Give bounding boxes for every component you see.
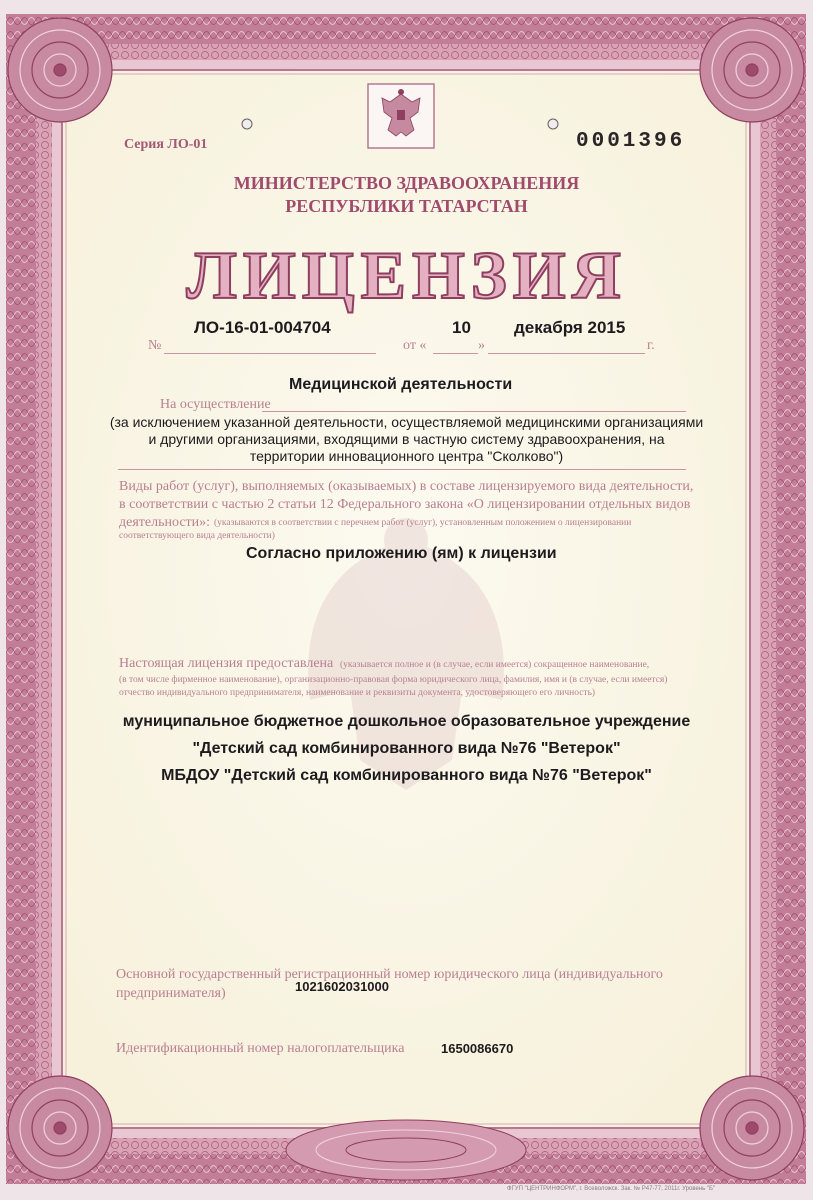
number-underline xyxy=(164,353,376,354)
works-line-4-note: соответствующего вида деятельности) xyxy=(119,531,275,541)
ogrn-value: 1021602031000 xyxy=(295,979,389,994)
ogrn-label-1: Основной государственный регистрационный номер юридического лица (индивидуального xyxy=(116,967,663,982)
license-day: 10 xyxy=(452,318,471,337)
activity-bottom-rule xyxy=(118,469,686,470)
corner-rosette-top-right xyxy=(700,18,804,122)
issuer-line-1: МИНИСТЕРСТВО ЗДРАВООХРАНЕНИЯ xyxy=(233,173,580,193)
works-line-3-note: (указываются в соответствии с перечнем работ (услуг), установленным положением о лицензировании xyxy=(214,518,632,528)
grantee-note-3: отчество индивидуального предпринимателя, наименование и реквизиты документа, удостоверяющего его личность) xyxy=(119,688,596,698)
activity-underline xyxy=(262,411,686,412)
series-label: Серия ЛО-01 xyxy=(124,137,208,152)
works-line-1: Виды работ (услуг), выполняемых (оказываемых) в составе лицензируемого вида деятельности, xyxy=(119,479,694,494)
issuer-line-2: РЕСПУБЛИКИ ТАТАРСТАН xyxy=(285,196,528,216)
grantee-name-line-1: муниципальное бюджетное дошкольное образовательное учреждение xyxy=(122,713,691,730)
corner-rosette-bottom-right xyxy=(700,1076,804,1180)
number-label: № xyxy=(148,338,162,353)
month-underline xyxy=(488,353,645,354)
activity-line-2: и другими организациями, входящими в частную систему здравоохранения, на xyxy=(148,431,665,447)
grantee-note-1: (указывается полное и (в случае, если имеется) сокращенное наименование, xyxy=(340,660,650,670)
corner-rosette-top-left xyxy=(8,18,112,122)
grantee-name-line-2: "Детский сад комбинированного вида №76 "Ветерок" xyxy=(192,740,621,757)
inn-value: 1650086670 xyxy=(441,1041,514,1056)
works-line-3-label: деятельности»: xyxy=(119,515,211,530)
activity-line-3: территории инновационного центра "Сколково") xyxy=(249,448,564,464)
license-number: ЛО-16-01-004704 xyxy=(194,318,331,337)
date-quote-close: » xyxy=(478,338,485,353)
year-suffix: г. xyxy=(647,338,655,353)
corner-rosette-bottom-left xyxy=(8,1076,112,1180)
page-title: ЛИЦЕНЗИЯ xyxy=(186,237,627,313)
blank-serial-number: 0001396 xyxy=(576,130,686,153)
ogrn-label-2: предпринимателя) xyxy=(116,986,226,1001)
day-underline xyxy=(433,353,478,354)
activity-heading: Медицинской деятельности xyxy=(289,376,513,393)
date-from-label: от « xyxy=(403,338,427,353)
grantee-name-line-3: МБДОУ "Детский сад комбинированного вида №76 "Ветерок" xyxy=(161,767,652,784)
inn-label: Идентификационный номер налогоплательщика xyxy=(116,1041,405,1056)
coat-of-arms-emblem xyxy=(368,84,434,148)
works-value: Согласно приложению (ям) к лицензии xyxy=(246,545,557,562)
works-line-2: в соответствии с частью 2 статьи 12 Федерального закона «О лицензировании отдельных видов xyxy=(119,497,691,512)
license-month-year: декабря 2015 xyxy=(514,318,626,337)
printer-footer: ФГУП "ЦЕНТРИНФОРМ", г. Всеволожск. Зак. № Р47-77, 2011г. Уровень "Б" xyxy=(507,1186,716,1192)
grantee-note-2: (в том числе фирменное наименование), организационно-правовая форма юридического лица, фамилия, имя и (в случае, если имеется) xyxy=(119,675,668,685)
activity-line-1: (за исключением указанной деятельности, осуществляемой медицинскими организациями xyxy=(109,414,704,430)
activity-label: На осуществление xyxy=(160,397,271,412)
bottom-center-rosette xyxy=(286,1120,526,1180)
grantee-label: Настоящая лицензия предоставлена xyxy=(119,656,334,671)
